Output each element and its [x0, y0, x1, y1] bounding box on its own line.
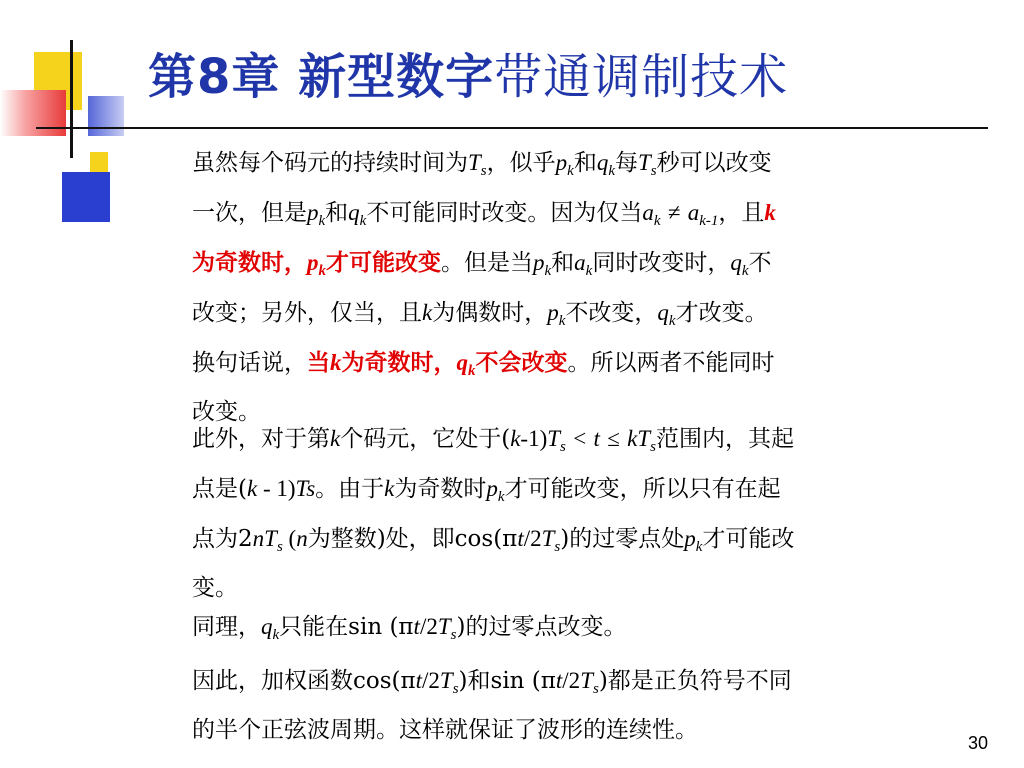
text-span: )和sin (π [458, 668, 556, 694]
text-span: k [422, 300, 433, 325]
text-span: T [437, 614, 451, 639]
text-span: t [593, 426, 600, 451]
text-span: -1) [520, 426, 548, 451]
text-span: k [608, 163, 615, 179]
deco-light-blue-square [88, 96, 124, 136]
text-span: k [510, 426, 521, 451]
paragraph-3 [192, 606, 992, 656]
text-span: T [580, 668, 593, 693]
text-span: 点是( [192, 476, 247, 502]
text-span: /2 [562, 668, 581, 693]
text-span: k [764, 200, 776, 225]
text-span: 的半个正弦波周期。这样就保证了波形的连续性。 [192, 717, 698, 743]
text-span: 不可能同时改变。因为仅当 [366, 200, 643, 226]
text-span: 虽然每个码元的持续时间为 [192, 150, 468, 176]
text-span: s [650, 439, 656, 455]
text-span: s [276, 539, 283, 555]
text-span: T [541, 526, 555, 551]
text-span: p [547, 300, 559, 325]
text-span: 为整数)处，即cos(π [307, 526, 518, 552]
text-span: k [567, 163, 574, 179]
text-span: a [642, 200, 654, 225]
text-span: 范围内，其起 [655, 426, 794, 452]
text-span: /2 [419, 614, 438, 639]
title-bold: 第8章 新型数字 [148, 49, 495, 105]
text-span: 一次，但是 [192, 200, 307, 226]
text-span: nT [252, 526, 277, 551]
text-span: k [318, 213, 326, 229]
title-rest: 带通调制技术 [494, 49, 789, 105]
text-span: 和 [325, 200, 349, 226]
text-span: k [384, 476, 395, 501]
text-span: p [307, 200, 319, 225]
text-span: 同时改变时， [592, 250, 731, 276]
text-span: ≤ [607, 426, 620, 451]
paragraph-2 [192, 418, 992, 609]
text-span: k [246, 476, 258, 501]
text-span: )都是正负符号不同 [598, 668, 792, 694]
text-span: 换句话说， [192, 350, 307, 376]
text-span: 秒可以改变 [656, 150, 772, 176]
text-span: )的过零点处 [560, 526, 685, 552]
text-span: s [450, 627, 457, 643]
text-span: 为奇数时 [394, 476, 487, 502]
text-span: - 1) [257, 476, 296, 501]
text-span: 。所以两者不能同时 [567, 350, 775, 376]
text-span: Ts [295, 476, 316, 501]
text-span: q [456, 350, 468, 375]
text-span: k [668, 313, 676, 329]
text-span: s [480, 163, 487, 179]
paragraph-1 [192, 142, 992, 433]
text-span: ( [282, 526, 297, 551]
text-span: t [555, 668, 563, 693]
text-span: s [650, 163, 657, 179]
text-span: t [415, 668, 423, 693]
text-span: s [592, 681, 599, 697]
text-span: T [439, 668, 453, 693]
deco-vertical-line [70, 40, 73, 158]
text-span: ，似乎 [486, 150, 556, 176]
page-title [148, 38, 788, 107]
text-span: 。但是当 [441, 250, 533, 276]
text-span: k [359, 213, 367, 229]
text-span: 点为2 [192, 526, 253, 552]
text-span: s [452, 681, 459, 697]
text-span: s [560, 439, 566, 455]
text-span: T [547, 426, 561, 451]
text-span: 此外，对于第 [192, 426, 330, 452]
text-span: 为偶数时， [432, 300, 548, 326]
text-span: 才可能改变 [326, 249, 441, 276]
deco-horizontal-line [36, 127, 988, 129]
text-span: k [695, 539, 703, 555]
text-span: q [348, 200, 360, 225]
text-span: < [573, 426, 587, 451]
deco-red-gradient-bar [0, 90, 66, 136]
text-span: p [684, 526, 696, 551]
text-span: 每 [614, 150, 638, 176]
text-span: q [596, 150, 609, 175]
text-span: k [558, 313, 566, 329]
text-span: k [585, 263, 593, 279]
text-span: 不会改变 [475, 349, 568, 376]
text-span: 。由于 [315, 476, 385, 502]
text-span: 为奇数时， [192, 249, 307, 276]
text-span: p [307, 250, 319, 275]
text-span: kT [627, 426, 651, 451]
text-span: T [637, 150, 651, 175]
text-span: n [296, 526, 308, 551]
text-span: k [544, 263, 552, 279]
text-span: 不 [748, 250, 772, 276]
text-span: k [653, 213, 661, 229]
text-span: t [413, 614, 420, 639]
text-span: t [517, 526, 524, 551]
deco-blue-square [62, 172, 110, 222]
text-span: k [741, 263, 749, 279]
text-span: p [486, 476, 498, 501]
text-span: p [555, 150, 568, 175]
text-span: T [468, 150, 481, 175]
text-span: a [687, 200, 700, 225]
text-span: /2 [523, 526, 542, 551]
text-span: 为奇数时， [341, 349, 457, 376]
text-span: 因此，加权函数cos(π [192, 668, 416, 694]
text-span: q [261, 614, 273, 639]
text-span: k [330, 426, 341, 451]
text-span: q [730, 250, 742, 275]
text-span: /2 [422, 668, 440, 693]
text-span: s [554, 539, 561, 555]
text-span: q [657, 300, 669, 325]
text-span: k [330, 350, 342, 375]
page-number: 30 [967, 733, 988, 753]
text-span: 个码元，它处于( [340, 426, 511, 452]
text-span: 变。 [192, 575, 238, 601]
text-span: 当 [307, 349, 330, 376]
text-span: a [574, 250, 586, 275]
text-span: 同理， [192, 614, 261, 640]
text-span: k-1 [699, 213, 719, 229]
text-span: 不改变， [565, 300, 658, 326]
text-span: 才改变。 [675, 300, 768, 326]
text-span: 改变；另外，仅当，且 [192, 300, 422, 326]
paragraph-4 [192, 660, 992, 751]
text-span: k [468, 363, 476, 379]
text-span: 和 [551, 250, 575, 276]
text-span: )的过零点改变。 [456, 614, 627, 640]
text-span: k [497, 489, 505, 505]
text-span: p [533, 250, 545, 275]
text-span: 才可能改变，所以只有在起 [504, 476, 781, 502]
text-span: 和 [573, 150, 597, 176]
deco-yellow-square-small [90, 152, 108, 174]
text-span: k [318, 263, 326, 279]
text-span: 改变。 [192, 399, 261, 425]
text-span: 只能在sin (π [279, 614, 414, 640]
text-span: k [272, 627, 280, 643]
text-span: ≠ [667, 200, 681, 225]
text-span: ，且 [718, 200, 765, 226]
text-span: 才可能改 [702, 526, 795, 552]
